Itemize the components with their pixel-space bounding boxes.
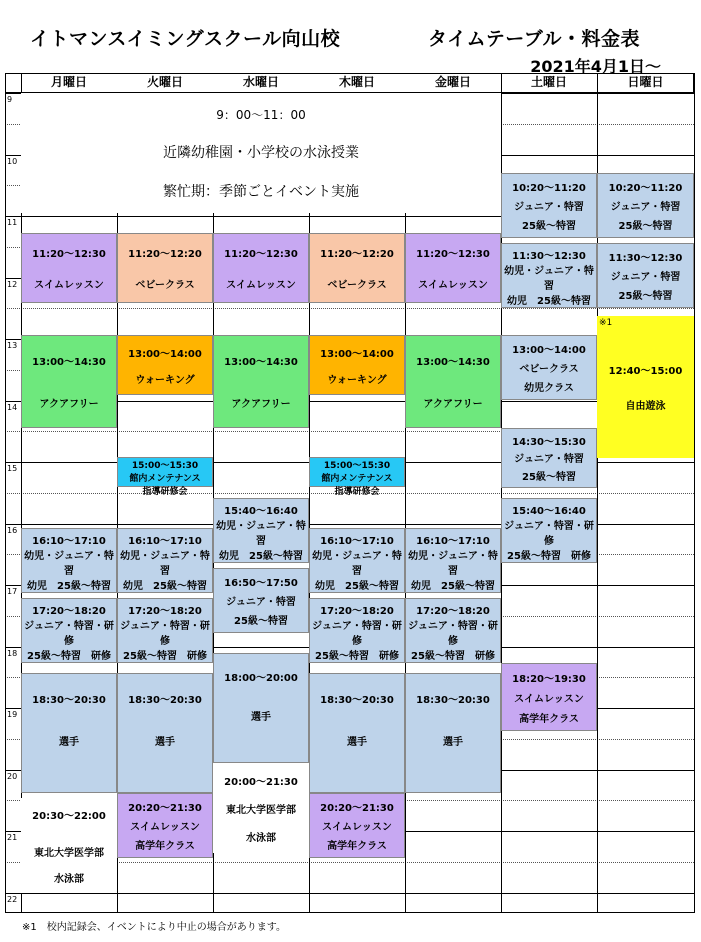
- time: 11:20～12:30: [416, 249, 490, 260]
- time: 18:30～20:30: [320, 694, 394, 706]
- label: 自由遊泳: [625, 401, 666, 412]
- label: 幼児 25級～特習: [411, 581, 495, 592]
- label: 高学年クラス: [519, 713, 579, 725]
- time: 16:10～17:10: [320, 536, 394, 547]
- label: 25級～特習 研修: [123, 651, 207, 662]
- time: 18:20～19:30: [512, 673, 586, 685]
- label: 25級～特習 研修: [27, 651, 111, 662]
- label: 幼児・ジュニア・特習: [120, 551, 210, 577]
- sat-1020-class: [501, 173, 597, 238]
- morning-line2: 繁忙期：季節ごとイベント実施: [163, 183, 359, 200]
- label: 高学年クラス: [327, 841, 387, 852]
- sun-1020-class: [597, 173, 694, 238]
- hour-label: 12: [7, 279, 18, 289]
- sun-free-swim: [597, 316, 694, 458]
- mon-university-club: [21, 798, 117, 893]
- time: 13:00～14:30: [416, 356, 490, 368]
- label: 幼児 25級～特習: [219, 551, 303, 562]
- label: 幼児・ジュニア・特習: [312, 551, 402, 577]
- footnote: ※1 校内記録会、イベントにより中止の場合があります。: [22, 922, 286, 933]
- hour-label: 13: [7, 341, 18, 350]
- day-saturday: 土曜日: [530, 75, 567, 89]
- time: 18:00～20:00: [224, 673, 298, 684]
- time: 20:20～21:30: [320, 803, 394, 814]
- time: 11:20～12:20: [320, 249, 394, 260]
- sun-1130-class: [597, 243, 694, 308]
- fri-1720-class: [405, 598, 501, 663]
- label: ジュニア・特習: [514, 202, 584, 213]
- label: 選手: [347, 736, 367, 748]
- label: 25級～特習: [234, 616, 288, 627]
- fri-aqua-free: [405, 335, 501, 428]
- label: 25級～特習 研修: [507, 551, 591, 562]
- label: ベビークラス: [519, 364, 579, 375]
- label: 幼児・ジュニア・特習: [24, 551, 114, 577]
- time: 16:50～17:50: [224, 578, 298, 589]
- sat-1820-swim-lesson: [501, 663, 597, 731]
- time: 13:00～14:30: [224, 356, 298, 368]
- grid-line: [694, 73, 695, 913]
- label: 東北大学医学部: [34, 847, 104, 859]
- time: 17:20～18:20: [128, 606, 202, 617]
- label: 幼児 25級～特習: [507, 296, 591, 307]
- label: 選手: [155, 736, 175, 748]
- thu-2020-swim-lesson: [309, 793, 405, 858]
- label: アクアフリー: [231, 399, 291, 411]
- sat-1430-class: [501, 428, 597, 488]
- fri-competitive: [405, 673, 501, 793]
- tue-maintenance: [117, 457, 213, 497]
- label: 25級～特習: [522, 471, 576, 483]
- label: ウォーキング: [327, 374, 387, 386]
- time: 11:20～12:30: [224, 249, 298, 260]
- time: 13:00～14:30: [32, 356, 106, 368]
- time: 15:00～15:30: [131, 461, 199, 471]
- wed-1540-class: [213, 498, 309, 563]
- label: 幼児クラス: [524, 383, 574, 394]
- label: 東北大学医学部: [226, 804, 296, 816]
- day-thursday: 木曜日: [338, 75, 375, 89]
- label: アクアフリー: [423, 399, 483, 411]
- footnote-mark: ※1: [599, 318, 613, 328]
- label: 幼児・ジュニア・特習: [216, 521, 306, 547]
- sat-1540-class: [501, 498, 597, 563]
- time: 15:40～16:40: [512, 506, 586, 517]
- day-tuesday: 火曜日: [146, 75, 183, 89]
- wed-university-club: [213, 763, 309, 853]
- label: 幼児 25級～特習: [315, 581, 399, 592]
- label: スイムレッスン: [226, 280, 296, 291]
- effective-date: 2021年4月1日～: [530, 57, 661, 76]
- tue-walking: [117, 335, 213, 395]
- label: 選手: [443, 736, 463, 748]
- thu-1720-class: [309, 598, 405, 663]
- label: ジュニア・特習: [226, 597, 296, 608]
- weekday-morning-block: [21, 93, 501, 213]
- mon-aqua-free: [21, 335, 117, 428]
- label: ジュニア・特習: [514, 454, 584, 466]
- label: 高学年クラス: [135, 841, 195, 852]
- label: スイムレッスン: [514, 693, 584, 705]
- timetable-grid: [5, 73, 694, 913]
- grid-line: [5, 73, 6, 913]
- fri-swim-lesson: [405, 233, 501, 303]
- label: 水泳部: [246, 832, 276, 844]
- wed-aqua-free: [213, 335, 309, 428]
- label: スイムレッスン: [322, 822, 392, 833]
- time: 16:10～17:10: [128, 536, 202, 547]
- day-wednesday: 水曜日: [242, 75, 279, 89]
- tue-2020-swim-lesson: [117, 793, 213, 858]
- label: ジュニア・特習: [610, 202, 681, 213]
- time: 16:10～17:10: [32, 536, 106, 547]
- hour-label: 21: [7, 833, 18, 842]
- label: 幼児 25級～特習: [27, 581, 111, 592]
- time: 10:20～11:20: [512, 183, 586, 194]
- morning-time: 9：00～11：00: [216, 107, 306, 122]
- label: 選手: [251, 712, 271, 723]
- label: スイムレッスン: [130, 822, 200, 833]
- label: 25級～特習: [618, 221, 673, 232]
- mon-competitive: [21, 673, 117, 793]
- time: 13:00～14:00: [512, 345, 586, 356]
- sat-1300-class: [501, 335, 597, 400]
- tue-1610-class: [117, 528, 213, 593]
- label: 幼児・ジュニア・特習: [408, 551, 498, 577]
- time: 11:30～12:30: [512, 251, 586, 262]
- time: 20:20～21:30: [128, 803, 202, 814]
- time: 10:20～11:20: [608, 183, 683, 194]
- hour-label: 10: [7, 156, 18, 166]
- time: 17:20～18:20: [320, 606, 394, 617]
- label: スイムレッスン: [34, 280, 104, 291]
- label: 25級～特習 研修: [315, 651, 399, 662]
- label: 指導研修会: [334, 487, 380, 497]
- time: 14:30～15:30: [512, 437, 586, 449]
- time: 18:30～20:30: [416, 694, 490, 706]
- tue-baby-class: [117, 233, 213, 303]
- time: 15:40～16:40: [224, 506, 298, 517]
- label: スイムレッスン: [418, 280, 488, 291]
- label: ジュニア・特習・研修: [120, 621, 210, 647]
- time: 13:00～14:00: [320, 348, 394, 360]
- thu-walking: [309, 335, 405, 395]
- hour-label: 19: [7, 710, 18, 719]
- label: 館内メンテナンス: [129, 474, 201, 484]
- time: 20:30～22:00: [32, 810, 106, 822]
- hour-label: 18: [7, 648, 18, 658]
- wed-1650-class: [213, 568, 309, 633]
- time: 11:30～12:30: [608, 253, 683, 264]
- label: ジュニア・特習・研修: [504, 521, 594, 547]
- time: 17:20～18:20: [416, 606, 490, 617]
- hour-label: 16: [7, 525, 18, 535]
- grid-line: [5, 912, 694, 913]
- wed-competitive: [213, 653, 309, 763]
- label: 幼児 25級～特習: [123, 581, 207, 592]
- grid-line: [5, 308, 694, 309]
- hour-label: 15: [7, 464, 18, 473]
- timetable-title: タイムテーブル・料金表: [428, 28, 641, 50]
- label: 指導研修会: [142, 487, 188, 497]
- label: 25級～特習 研修: [411, 651, 495, 662]
- hour-label: 11: [7, 218, 18, 227]
- morning-line1: 近隣幼稚園・小学校の水泳授業: [163, 144, 359, 161]
- hour-label: 14: [7, 402, 18, 412]
- time: 11:20～12:20: [128, 249, 202, 260]
- label: ジュニア・特習・研修: [312, 621, 402, 647]
- time: 17:20～18:20: [32, 606, 106, 617]
- label: 25級～特習: [618, 291, 673, 302]
- time: 18:30～20:30: [32, 694, 106, 706]
- thu-1610-class: [309, 528, 405, 593]
- time: 15:00～15:30: [323, 461, 391, 471]
- time: 20:00～21:30: [224, 776, 298, 788]
- day-friday: 金曜日: [434, 75, 471, 89]
- time: 18:30～20:30: [128, 694, 202, 706]
- school-title: イトマンスイミングスクール向山校: [30, 28, 341, 50]
- thu-maintenance: [309, 457, 405, 497]
- hour-label: 22: [7, 894, 18, 904]
- thu-competitive: [309, 673, 405, 793]
- day-sunday: 日曜日: [627, 75, 664, 89]
- label: ジュニア・特習: [610, 272, 681, 283]
- label: 幼児・ジュニア・特習: [504, 266, 594, 292]
- mon-1720-class: [21, 598, 117, 663]
- time: 16:10～17:10: [416, 536, 490, 547]
- label: ジュニア・特習・研修: [24, 621, 114, 647]
- hour-label: 9: [7, 95, 13, 104]
- time: 13:00～14:00: [128, 348, 202, 360]
- hour-label: 17: [7, 587, 18, 596]
- hour-label: 20: [7, 771, 18, 781]
- time: 11:20～12:30: [32, 249, 106, 260]
- label: ベビークラス: [327, 280, 387, 291]
- sat-1130-class: [501, 243, 597, 308]
- day-monday: 月曜日: [50, 75, 87, 89]
- tue-competitive: [117, 673, 213, 793]
- label: ジュニア・特習・研修: [408, 621, 498, 647]
- label: 館内メンテナンス: [321, 474, 393, 484]
- mon-swim-lesson: [21, 233, 117, 303]
- mon-1610-class: [21, 528, 117, 593]
- thu-baby-class: [309, 233, 405, 303]
- tue-1720-class: [117, 598, 213, 663]
- label: 水泳部: [54, 873, 84, 885]
- label: 25級～特習: [522, 221, 576, 232]
- time: 12:40～15:00: [608, 366, 683, 377]
- label: アクアフリー: [39, 399, 99, 411]
- label: 選手: [59, 736, 79, 748]
- label: ベビークラス: [135, 280, 195, 291]
- label: ウォーキング: [135, 374, 195, 386]
- fri-1610-class: [405, 528, 501, 593]
- wed-swim-lesson: [213, 233, 309, 303]
